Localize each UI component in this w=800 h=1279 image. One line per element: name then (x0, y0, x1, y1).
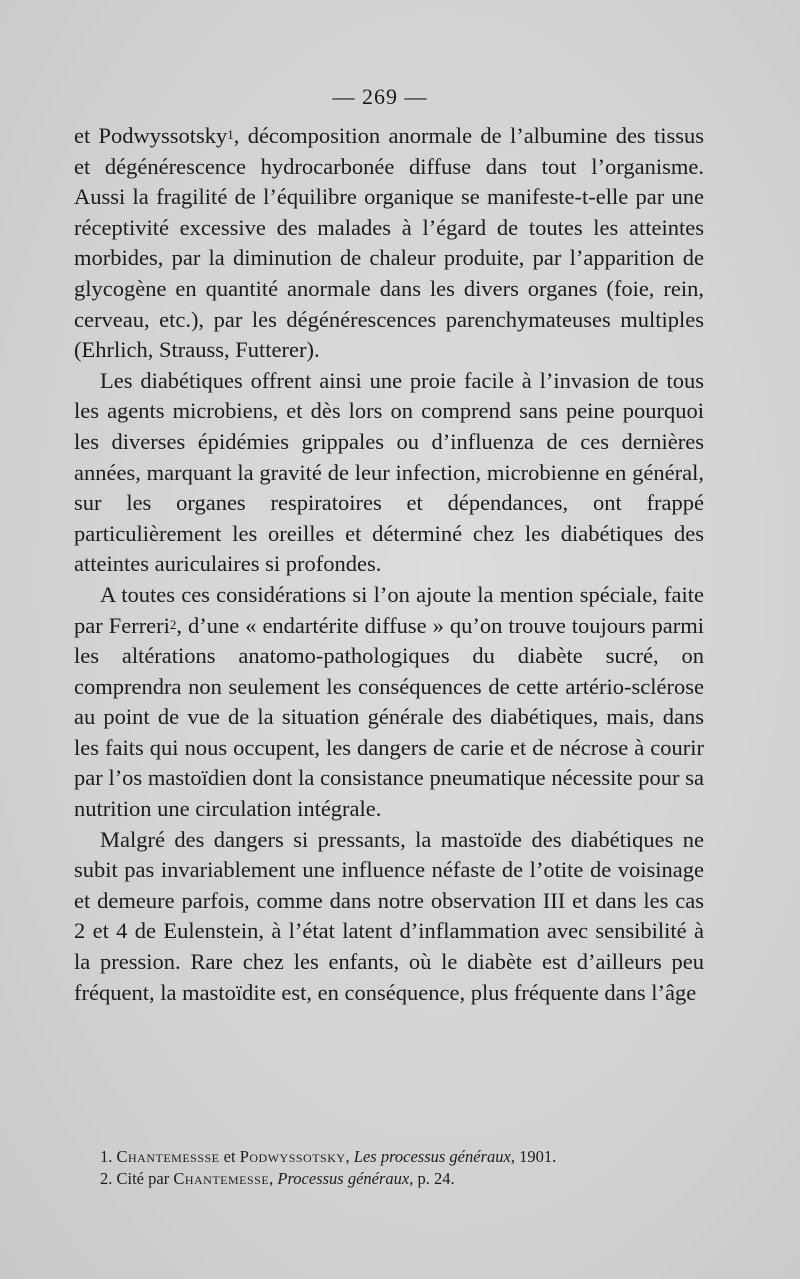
footnote-author: Podwyssotsky (239, 1147, 346, 1166)
footnotes (100, 1146, 700, 1190)
paragraph-3-rest: , d’une « endartérite diffuse » qu’on trouve toujours parmi les altérations anatomo-pathologiques du diabète sucré, on comprendra non seulement les conséquences de cette artério-sclérose au point de vue de la situation générale des diabétiques, mais, dans les faits qui nous occupent, les dangers de carie et de nécrose à courir par l’os mastoïdien dont la consistance pneumatique nécessite pour sa nutrition une circulation intégrale. (74, 612, 704, 822)
paragraph-3-start: A toutes ces considérations si l’on ajoute la mention spéciale, faite par Ferreri (74, 581, 704, 638)
footnote-2 (100, 1168, 700, 1190)
footnote-number: 2. (100, 1169, 113, 1188)
footnote-tail: , p. 24. (409, 1169, 455, 1188)
footnote-number: 1. (100, 1147, 113, 1166)
footnote-prefix: Cité par (116, 1169, 174, 1188)
paragraph-2: Les diabétiques offrent ainsi une proie facile à l’invasion de tous les agents microbiens, et dès lors on comprend sans peine pourquoi les diverses épidémies grippales ou d’influenza de ces dernières années, marquant la gravité de leur infection, microbienne en général, sur les organes respiratoires et dépendances, ont frappé particulièrement les oreilles et déterminé chez les diabétiques des atteintes auriculaires si profondes. (74, 367, 704, 577)
paragraph-3 (74, 580, 704, 825)
footnote-ref-1[interactable]: 1 (227, 127, 234, 142)
footnote-1 (100, 1146, 700, 1168)
footnote-author: Chantemesse (173, 1169, 270, 1188)
body-text (74, 121, 704, 1008)
page-number: — 269 — (332, 84, 428, 109)
footnote-author: Chantemessse (116, 1147, 220, 1166)
paragraph-1 (74, 121, 704, 366)
footnote-title: Les processus généraux (353, 1147, 511, 1166)
footnote-separator: , (269, 1169, 278, 1188)
footnote-separator: , (345, 1147, 354, 1166)
footnote-title: Processus généraux (277, 1169, 410, 1188)
paragraph-1-rest: , décomposition anormale de l’albumine des tissus et dégénérescence hydrocarbonée diffuse dans tout l’organisme. Aussi la fragilité de l’équilibre organique se manifeste-t-elle par une réceptivité excessive des malades à l’égard de toutes les atteintes morbides, par la diminution de chaleur produite, par l’apparition de glycogène en quantité anormale dans les divers organes (foie, rein, cerveau, etc.), par les dégénérescences parenchymateuses multiples (Ehrlich, Strauss, Futterer). (74, 123, 704, 363)
footnote-ref-2[interactable]: 2 (169, 616, 177, 632)
footnote-conjunction: et (219, 1147, 240, 1166)
footnote-tail: , 1901. (510, 1147, 557, 1166)
paragraph-1-start: et Podwyssotsky (74, 123, 228, 148)
paragraph-4: Malgré des dangers si pressants, la mastoïde des diabétiques ne subit pas invariablement une influence néfaste de l’otite de voisinage et demeure parfois, comme dans notre observation III et dans les cas 2 et 4 de Eulenstein, à l’état latent d’inflammation avec sensibilité à la pression. Rare chez les enfants, où le diabète est d’ailleurs peu fréquent, la mastoïdite est, en conséquence, plus fréquente dans l’âge (74, 826, 704, 1005)
